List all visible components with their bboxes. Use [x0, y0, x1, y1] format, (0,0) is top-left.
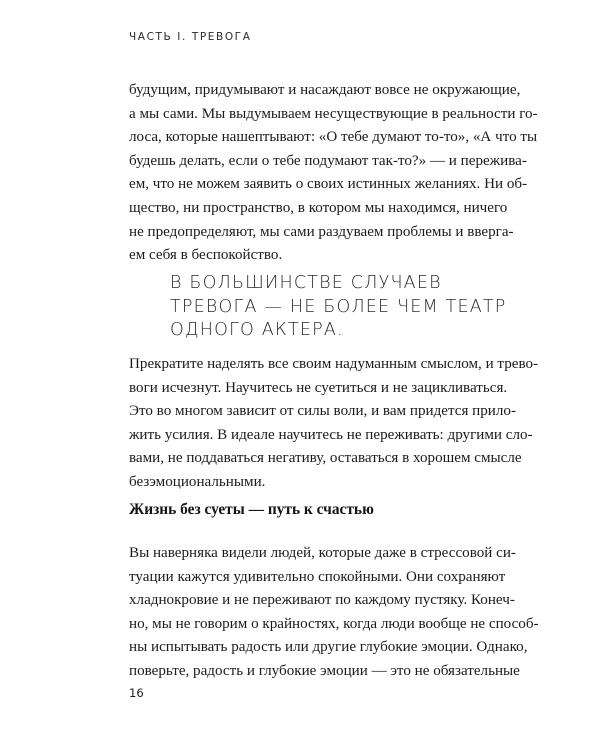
text-line: будущим, придумывают и насаждают вовсе не окружающие,: [129, 82, 521, 98]
text-line: а мы сами. Мы выдумываем несуществующие в реальности го-: [129, 105, 538, 122]
text-line: щество, ни пространство, в котором мы находимся, ничего: [129, 199, 508, 216]
text-line: не предопределяют, мы сами раздуваем проблемы и вверга-: [129, 223, 514, 240]
text-line: но, мы не говорим о крайностях, когда люди вообще не способ-: [129, 615, 539, 632]
paragraph-2: [129, 353, 539, 495]
text-line: Прекратите наделять все своим надуманным смыслом, и трево-: [129, 356, 539, 372]
text-line: ны испытывать радость или другие глубокие эмоции. Однако,: [129, 639, 528, 656]
paragraph-1: [129, 79, 538, 268]
running-head: ЧАСТЬ I. ТРЕВОГА: [129, 31, 252, 43]
text-line: ем, что не можем заявить о своих истинных желаниях. Ни об-: [129, 176, 528, 193]
text-line: лоса, которые нашептывают: «О тебе думают то-то», «А что ты: [129, 129, 538, 146]
text-line: безэмоциональными.: [129, 473, 266, 490]
paragraph-3: [129, 542, 539, 684]
page-number: 16: [129, 686, 144, 700]
text-line: ем себя в беспокойство.: [129, 247, 283, 264]
pull-quote-line: ТРЕВОГА — НЕ БОЛЕЕ ЧЕМ ТЕАТР: [170, 296, 507, 317]
pull-quote: [170, 272, 507, 343]
text-line: воги исчезнут. Научитесь не суетиться и не зацикливаться.: [129, 379, 508, 396]
section-heading: Жизнь без суеты — путь к счастью: [129, 501, 374, 518]
text-line: Вы наверняка видели людей, которые даже в стрессовой си-: [129, 545, 516, 561]
pull-quote-line: ОДНОГО АКТЕРА.: [170, 320, 344, 341]
text-line: жить усилия. В идеале научитесь не переживать: другими сло-: [129, 426, 533, 443]
text-line: поверьте, радость и глубокие эмоции — это не обязательные: [129, 662, 520, 679]
text-line: Это во многом зависит от силы воли, и вам придется прило-: [129, 403, 516, 420]
text-line: хладнокровие и не переживают по каждому пустяку. Конеч-: [129, 592, 515, 609]
pull-quote-line: В БОЛЬШИНСТВЕ СЛУЧАЕВ: [170, 273, 442, 293]
text-line: вами, не поддаваться негативу, оставаться в хорошем смысле: [129, 450, 522, 467]
text-line: туации кажутся удивительно спокойными. Они сохраняют: [129, 568, 506, 585]
text-line: будешь делать, если о тебе подумают так-то?» — и пережива-: [129, 152, 527, 169]
